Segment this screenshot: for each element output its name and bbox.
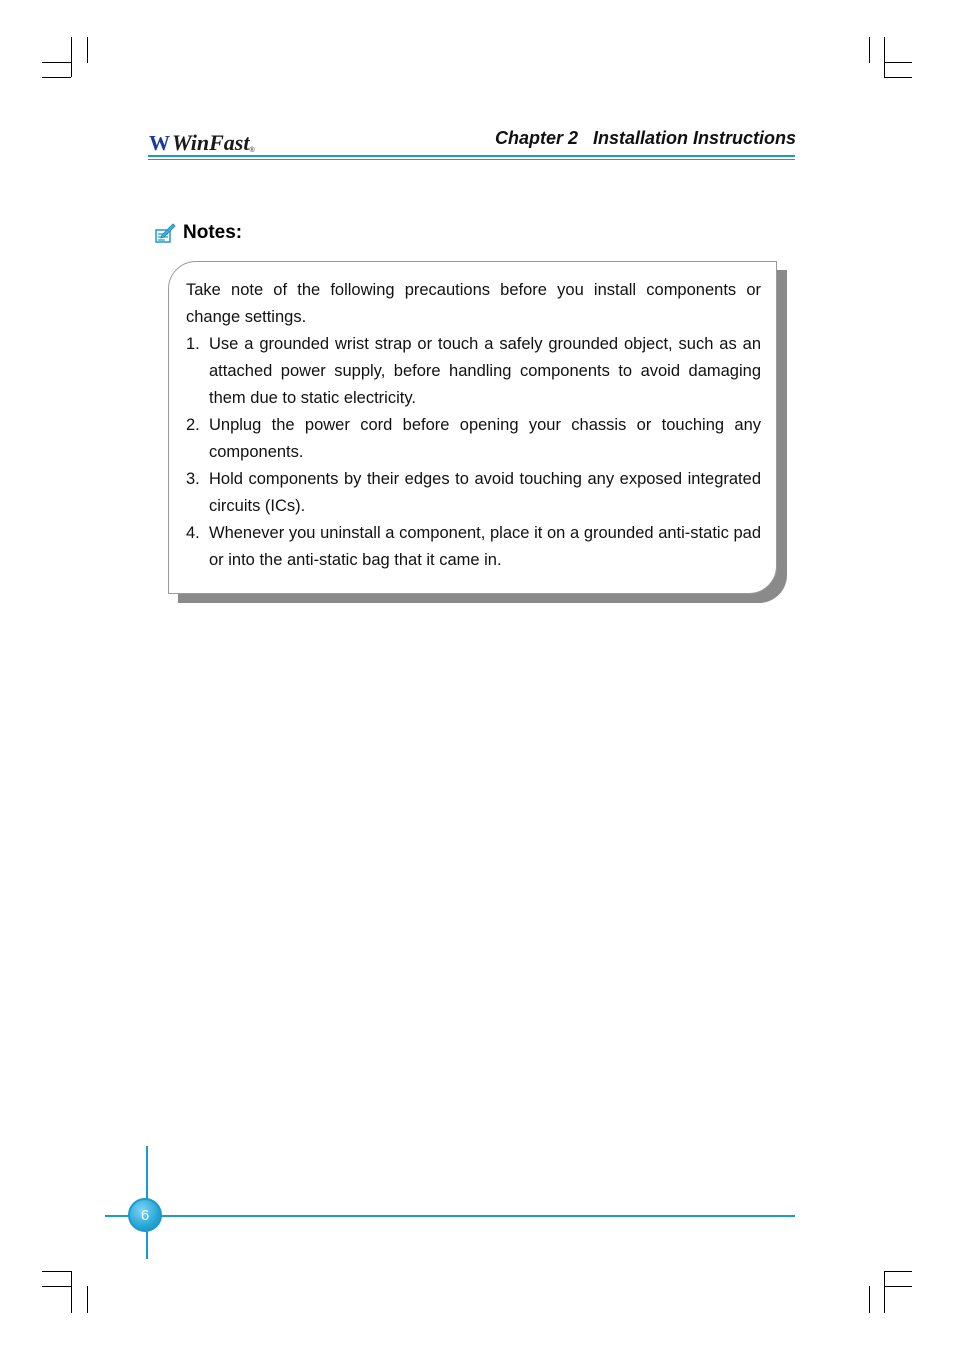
notes-box (168, 261, 777, 594)
list-text: Use a grounded wrist strap or touch a safely grounded object, such as an attached power supply, before handling components to avoid damaging them due to static electricity. (209, 335, 761, 407)
chapter-title: Chapter 2 Installation Instructions (494, 128, 796, 148)
header-rule (148, 155, 795, 157)
list-number: 3. (186, 470, 200, 488)
list-item (186, 412, 761, 466)
list-number: 1. (186, 335, 200, 353)
list-item (186, 331, 761, 412)
list-text: Hold components by their edges to avoid touching any exposed integrated circuits (ICs). (209, 470, 761, 515)
list-text: Whenever you uninstall a component, place it on a grounded anti-static pad or into the anti-static bag that it came in. (209, 524, 761, 569)
notes-heading (154, 222, 242, 244)
notes-intro: Take note of the following precautions before you install components or change settings. (186, 281, 761, 326)
page-number: 6 (140, 1206, 150, 1224)
header-rule-thin (148, 159, 795, 160)
list-number: 4. (186, 524, 200, 542)
footer-rule (105, 1215, 795, 1217)
page-number-badge (128, 1198, 162, 1232)
registered-mark: ® (249, 147, 255, 154)
logo-mark: W (149, 131, 166, 155)
winfast-logo (149, 126, 255, 154)
list-item (186, 520, 761, 574)
list-text: Unplug the power cord before opening your chassis or touching any components. (209, 416, 761, 461)
list-item (186, 466, 761, 520)
pencil-paper-icon (154, 222, 176, 244)
list-number: 2. (186, 416, 200, 434)
logo-text: WinFast (172, 130, 250, 155)
notes-title: Notes: (183, 222, 243, 243)
